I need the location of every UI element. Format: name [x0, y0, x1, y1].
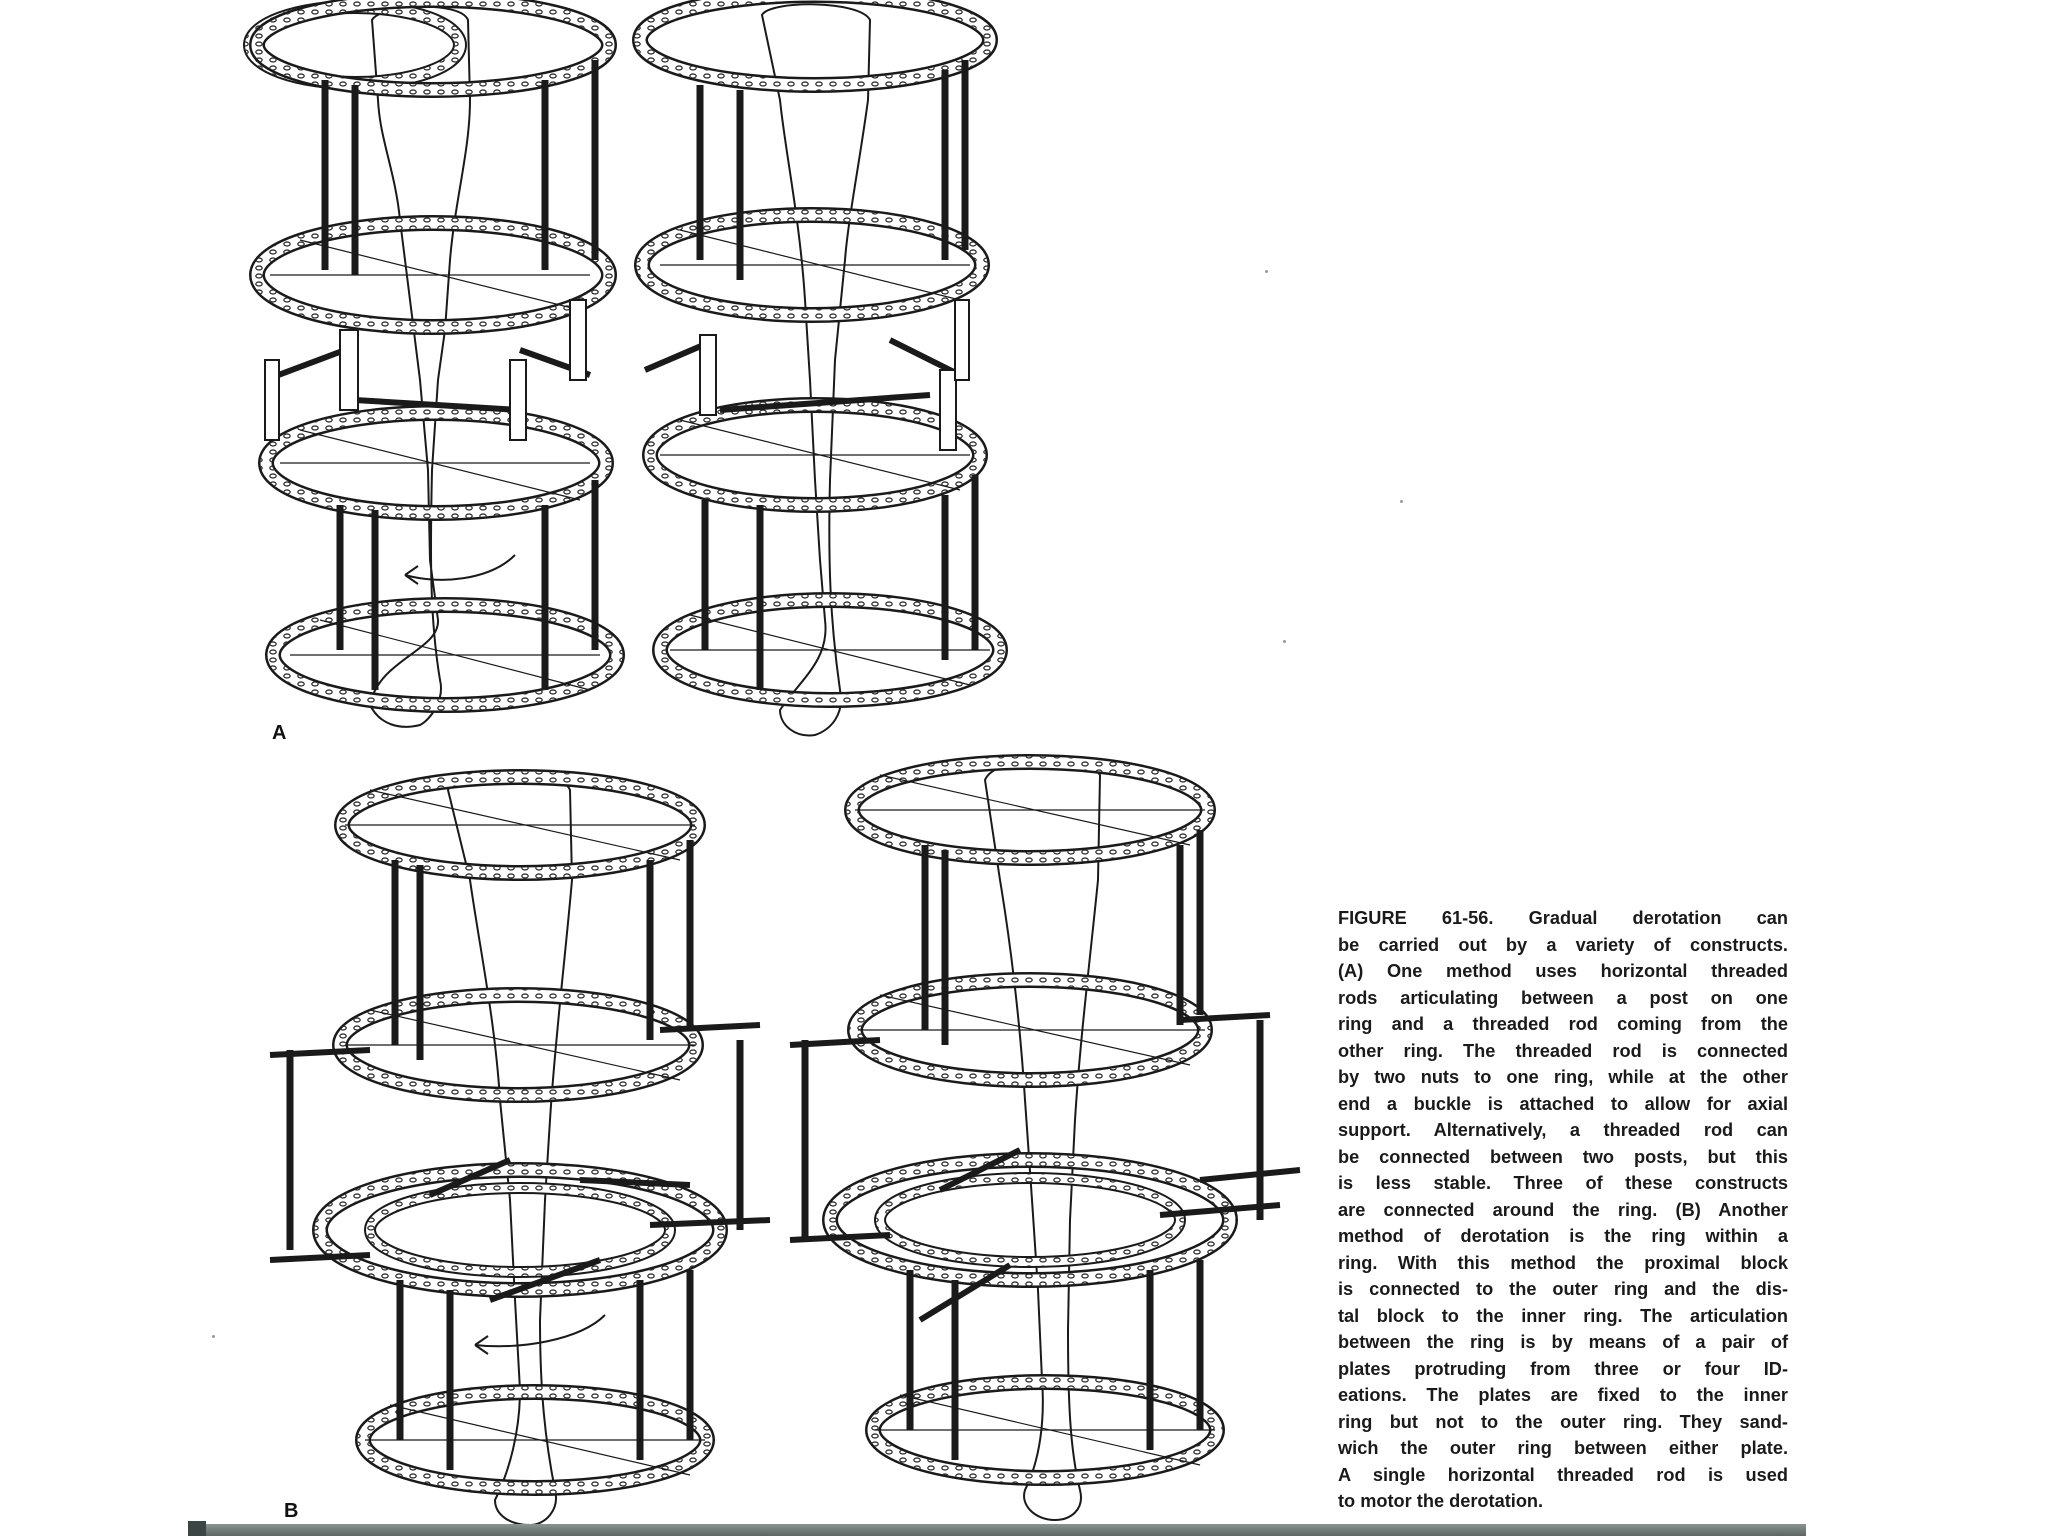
- caption-line: ring and a threaded rod coming from the: [1338, 1014, 1788, 1034]
- caption-line: wich the outer ring between either plate.: [1338, 1438, 1788, 1458]
- rotation-arrow-a: [405, 555, 515, 580]
- caption-line: ring but not to the outer ring. They sand-: [1338, 1411, 1788, 1432]
- caption-line: between the ring is by means of a pair of: [1338, 1332, 1788, 1352]
- caption-line: rods articulating between a post on one: [1338, 987, 1788, 1008]
- caption-line: plates protruding from three or four ID-: [1338, 1358, 1788, 1379]
- scan-speck: [1400, 500, 1403, 503]
- frame-a-left: [250, 0, 617, 727]
- caption-line: (A) One method uses horizontal threaded: [1338, 961, 1788, 981]
- caption-line: be connected between two posts, but this: [1338, 1146, 1788, 1167]
- frame-a-right: [640, 0, 1000, 735]
- panel-label-b: B: [284, 1500, 299, 1522]
- caption-line: FIGURE 61-56. Gradual derotation can: [1338, 908, 1788, 928]
- caption-line: eations. The plates are fixed to the inner: [1338, 1385, 1788, 1405]
- caption-line: support. Alternatively, a threaded rod can: [1338, 1120, 1788, 1140]
- caption-line: method of derotation is the ring within a: [1338, 1226, 1788, 1246]
- scan-speck: [1283, 640, 1286, 643]
- caption-line: to motor the derotation.: [1338, 1491, 1544, 1511]
- panel-label-a: A: [272, 722, 287, 744]
- caption-line: other ring. The threaded rod is connected: [1338, 1040, 1788, 1061]
- caption-line: end a buckle is attached to allow for axial: [1338, 1093, 1788, 1114]
- bottom-scroll-bar[interactable]: [188, 1524, 1806, 1536]
- caption-line: are connected around the ring. (B) Another: [1338, 1199, 1788, 1220]
- scan-speck: [212, 1335, 215, 1338]
- figure-caption: [1338, 905, 1788, 1515]
- caption-line: tal block to the inner ring. The articulation: [1338, 1305, 1788, 1326]
- caption-line: A single horizontal threaded rod is used: [1338, 1464, 1788, 1485]
- caption-line: ring. With this method the proximal block: [1338, 1252, 1788, 1273]
- caption-line: is connected to the outer ring and the dis-: [1338, 1279, 1788, 1299]
- scan-speck: [1265, 270, 1268, 273]
- caption-line: by two nuts to one ring, while at the other: [1338, 1067, 1788, 1087]
- frame-b-left: [270, 773, 770, 1525]
- caption-line: be carried out by a variety of constructs.: [1338, 934, 1788, 955]
- caption-line: is less stable. Three of these constructs: [1338, 1173, 1788, 1193]
- bottom-bar-handle[interactable]: [188, 1521, 206, 1536]
- frame-b-right: [790, 759, 1300, 1520]
